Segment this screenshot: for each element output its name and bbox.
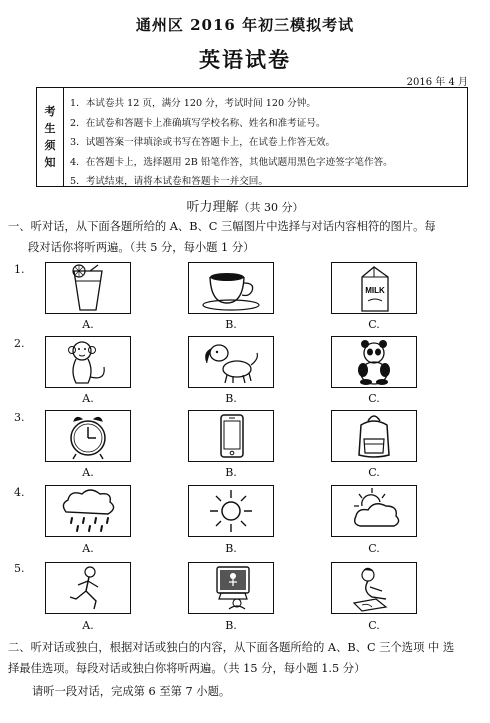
part2-instructions (8, 637, 484, 702)
option-label: C. (368, 619, 380, 632)
picture-option[interactable] (188, 410, 274, 462)
option-label: B. (225, 466, 237, 479)
monkey-icon (46, 337, 130, 387)
notice-heading-char: 生 (44, 122, 56, 135)
section-title (0, 196, 490, 215)
option-label: A. (82, 318, 94, 331)
sun-icon (189, 486, 273, 536)
paper-subtitle: 英语试卷 (199, 47, 291, 72)
dog-icon (189, 337, 273, 387)
picture-option[interactable] (188, 262, 274, 314)
part1-instructions (8, 216, 484, 258)
smartphone-icon (189, 411, 273, 461)
question-number: 1. (14, 263, 25, 276)
notice-heading-char: 须 (44, 139, 56, 152)
exam-date: 2016 年 4 月 (406, 77, 468, 88)
option-label: B. (225, 619, 237, 632)
boy-watching-tv-icon (189, 563, 273, 613)
picture-option[interactable] (45, 262, 131, 314)
option-label: A. (82, 542, 94, 555)
picture-option[interactable] (331, 262, 417, 314)
milk-carton-icon (332, 263, 416, 313)
option-label: B. (225, 542, 237, 555)
notice-item: 1．本试卷共 12 页，满分 120 分，考试时间 120 分钟。 (70, 98, 316, 109)
rain-cloud-icon (46, 486, 130, 536)
option-label: C. (368, 392, 380, 405)
option-label: C. (368, 542, 380, 555)
coffee-cup-icon (189, 263, 273, 313)
part2-line: 二、听对话或独白，根据对话或独白的内容，从下面各题所给的 A、B、C 三个选项 中 选 (8, 641, 455, 654)
question-number: 3. (14, 411, 25, 424)
backpack-icon (332, 411, 416, 461)
picture-option[interactable] (188, 485, 274, 537)
part1-line: 段对话你将听两遍。（共 5 分，每小题 1 分） (28, 241, 255, 254)
option-label: C. (368, 318, 380, 331)
question-number: 4. (14, 486, 25, 499)
option-label: A. (82, 392, 94, 405)
option-label: A. (82, 466, 94, 479)
picture-option[interactable] (45, 336, 131, 388)
picture-option[interactable] (188, 562, 274, 614)
notice-item: 4．在答题卡上，选择题用 2B 铅笔作答，其他试题用黑色字迹签字笔作答。 (70, 156, 393, 168)
milk-label: MILK (365, 286, 385, 295)
glass-of-juice-icon (46, 263, 130, 313)
exam-title: 通州区 2016 年初三模拟考试 (135, 16, 355, 34)
part1-line: 一、听对话，从下面各题所给的 A、B、C 三幅图片中选择与对话内容相符的图片。每 (8, 220, 436, 233)
picture-option[interactable] (331, 336, 417, 388)
notice-list (70, 94, 463, 192)
picture-option[interactable] (188, 336, 274, 388)
picture-option[interactable] (45, 562, 131, 614)
notice-heading (37, 88, 64, 186)
panda-icon (332, 337, 416, 387)
part2-line: 择最佳选项。每段对话或独白你将听两遍。（共 15 分，每小题 1.5 分） (8, 662, 366, 675)
boy-drawing-icon (332, 563, 416, 613)
section-points: （共 30 分） (238, 201, 304, 214)
boy-running-icon (46, 563, 130, 613)
option-label: C. (368, 466, 380, 479)
question-number: 5. (14, 562, 25, 575)
sun-behind-cloud-icon (332, 486, 416, 536)
picture-option[interactable] (331, 410, 417, 462)
candidate-notice-box (36, 87, 468, 187)
part2-line: 请听一段对话，完成第 6 至第 7 小题。 (32, 685, 231, 698)
notice-heading-char: 知 (44, 156, 56, 169)
section-title-text: 听力理解 (186, 200, 239, 215)
option-label: B. (225, 392, 237, 405)
notice-item: 5．考试结束，请将本试卷和答题卡一并交回。 (70, 176, 268, 187)
notice-item: 3．试题答案一律填涂或书写在答题卡上，在试卷上作答无效。 (70, 137, 336, 148)
question-number: 2. (14, 337, 25, 350)
alarm-clock-icon (46, 411, 130, 461)
option-label: A. (82, 619, 94, 632)
picture-option[interactable] (45, 485, 131, 537)
notice-heading-char: 考 (44, 105, 56, 118)
option-label: B. (225, 318, 237, 331)
picture-option[interactable] (331, 485, 417, 537)
picture-option[interactable] (331, 562, 417, 614)
picture-option[interactable] (45, 410, 131, 462)
notice-item: 2．在试卷和答题卡上准确填写学校名称、姓名和准考证号。 (70, 117, 326, 129)
